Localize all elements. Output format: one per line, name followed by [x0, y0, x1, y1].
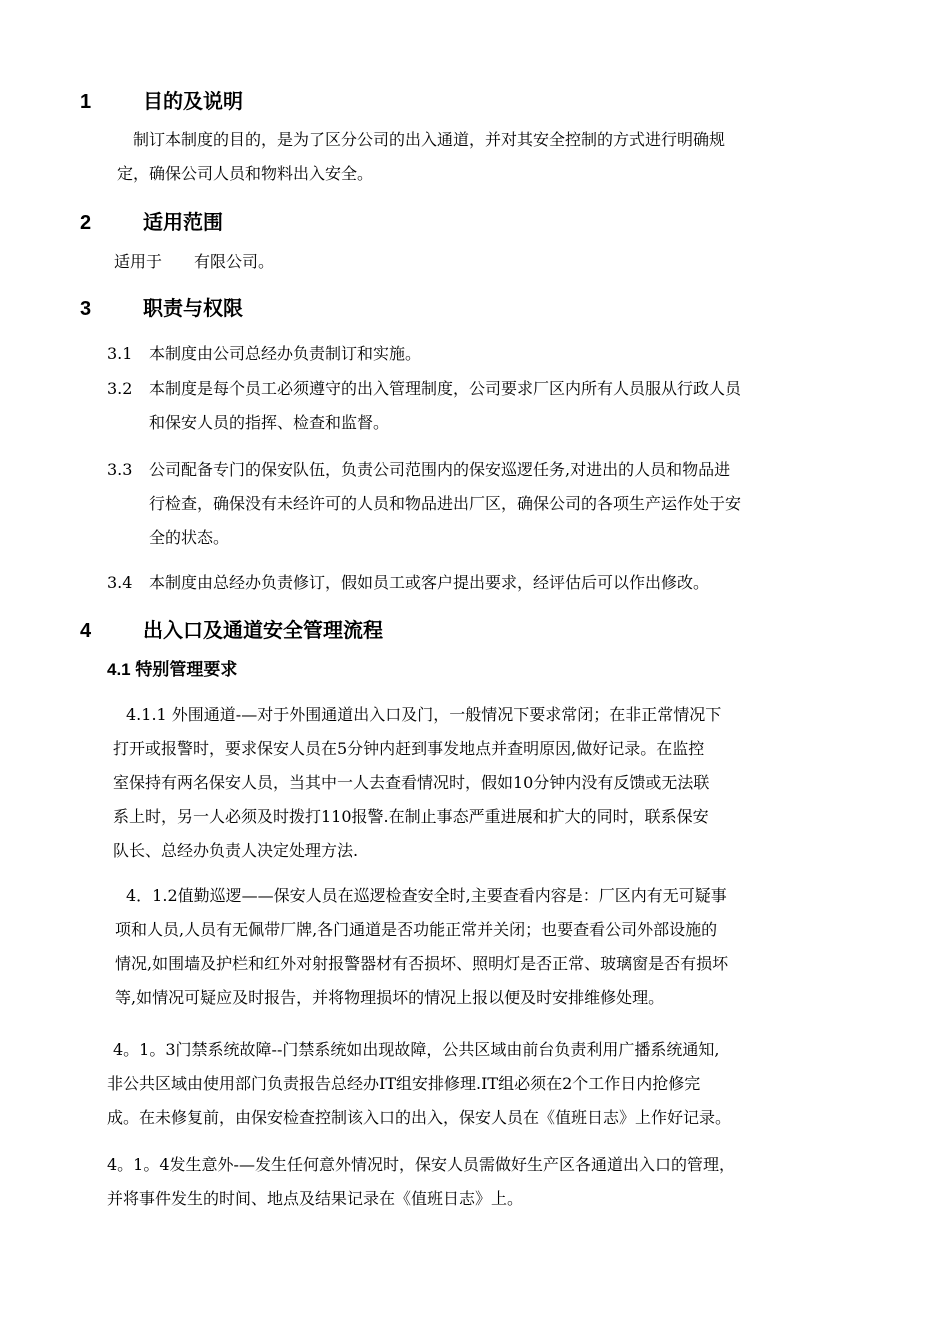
paragraph-4-1-3: [113, 1033, 719, 1067]
section-number: 3: [80, 298, 92, 320]
paragraph-4-1-3-cont: [107, 1067, 731, 1135]
section-number: 2: [80, 212, 92, 234]
text-line: 制订本制度的目的，是为了区分公司的出入通道，并对其安全控制的方式进行明确规: [117, 130, 726, 149]
text-line: 打开或报警时，要求保安人员在5分钟内赶到事发地点并查明原因,做好记录。在监控: [113, 739, 705, 758]
text-line: 本制度是每个员工必须遵守的出入管理制度，公司要求厂区内所有人员服从行政人员: [149, 379, 742, 398]
clause-text: [149, 453, 741, 555]
text-line: 非公共区域由使用部门负责报告总经办IT组安排修理.IT组必须在2个工作日内抢修完: [107, 1074, 701, 1093]
paragraph-4-1-2-cont: [115, 913, 728, 1015]
clause-number: 3.3: [107, 460, 133, 479]
clause-number: 3.2: [107, 379, 133, 398]
text-line: 本制度由公司总经办负责制订和实施。: [149, 344, 422, 363]
text-line: 队长、总经办负责人决定处理方法.: [113, 841, 359, 860]
text-line: 4。1。4发生意外-—发生任何意外情况时，保安人员需做好生产区各通道出入口的管理，: [107, 1155, 735, 1174]
clause-text: [149, 372, 741, 440]
section-title: 目的及说明: [143, 91, 243, 113]
paragraph-4-1-1-cont: [113, 732, 709, 868]
text-line: 成。在未修复前，由保安检查控制该入口的出入，保安人员在《值班日志》上作好记录。: [107, 1108, 732, 1127]
text-line: 4．1.2值勤巡逻——保安人员在巡逻检查安全时,主要查看内容是：厂区内有无可疑事: [126, 886, 727, 905]
text-line: 4.1.1 外围通道-—对于外围通道出入口及门，一般情况下要求常闭；在非正常情况下: [126, 705, 722, 724]
text-line: 公司配备专门的保安队伍，负责公司范围内的保安巡逻任务,对进出的人员和物品进: [149, 460, 731, 479]
text-line: 全的状态。: [149, 528, 230, 547]
clause-number: 3.4: [107, 573, 133, 592]
section-title: 适用范围: [143, 212, 223, 234]
text-line: 项和人员,人员有无佩带厂牌,各门通道是否功能正常并关闭；也要查看公司外部设施的: [115, 920, 718, 939]
text-line: 适用于 有限公司。: [114, 252, 275, 271]
text-line: 并将事件发生的时间、地点及结果记录在《值班日志》上。: [107, 1189, 524, 1208]
text-line: 等,如情况可疑应及时报告，并将物理损坏的情况上报以便及时安排维修处理。: [115, 988, 665, 1007]
text-line: 行检查，确保没有未经许可的人员和物品进出厂区，确保公司的各项生产运作处于安: [149, 494, 742, 513]
clause-text: [149, 566, 709, 600]
section-number: 4: [80, 620, 92, 642]
text-line: 和保安人员的指挥、检查和监督。: [149, 413, 390, 432]
text-line: 本制度由总经办负责修订，假如员工或客户提出要求，经评估后可以作出修改。: [149, 573, 710, 592]
clause-number: 3.1: [107, 344, 133, 363]
section-2-paragraph: [114, 245, 274, 279]
section-title: 出入口及通道安全管理流程: [143, 620, 383, 642]
paragraph-4-1-4: [107, 1148, 735, 1216]
section-title: 职责与权限: [143, 298, 243, 320]
paragraph-4-1-1: [126, 698, 721, 732]
text-line: 定，确保公司人员和物料出入安全。: [117, 164, 374, 183]
subsection-heading: 4.1 特别管理要求: [107, 660, 238, 679]
text-line: 系上时，另一人必须及时拨打110报警.在制止事态严重进展和扩大的同时，联系保安: [113, 807, 709, 826]
section-number: 1: [80, 91, 92, 113]
paragraph-4-1-2: [126, 879, 727, 913]
text-line: 情况,如围墙及护栏和红外对射报警器材有否损坏、照明灯是否正常、玻璃窗是否有损坏: [115, 954, 729, 973]
clause-text: [149, 337, 421, 371]
section-1-paragraph: [117, 123, 725, 191]
text-line: 室保持有两名保安人员，当其中一人去查看情况时，假如10分钟内没有反馈或无法联: [113, 773, 710, 792]
text-line: 4。1。3门禁系统故障--门禁系统如出现故障，公共区域由前台负责利用广播系统通知,: [113, 1040, 720, 1059]
